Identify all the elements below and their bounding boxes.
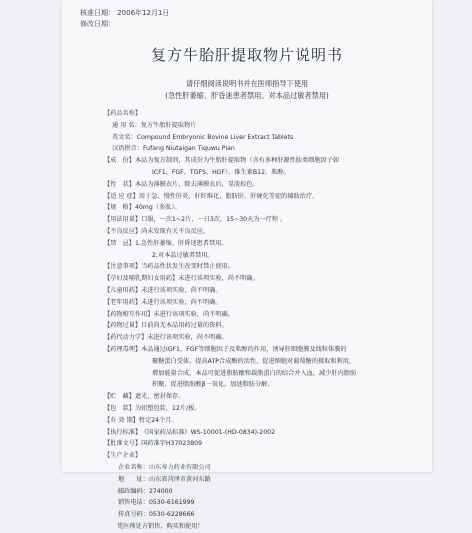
section-label: 【成 份】 xyxy=(104,157,135,165)
section-label: 【药理毒理】 xyxy=(104,345,142,353)
manufacturer-field-value: 0530-6228666 xyxy=(148,511,195,519)
section-text: 1.急性肝萎缩、肝昏迷患者禁用。 xyxy=(134,239,228,247)
revision-date: 核准日期： 2006年12月1日 xyxy=(80,9,170,17)
section-label: 【执行标准】 xyxy=(104,428,142,436)
revision-dates xyxy=(80,8,169,30)
section-row xyxy=(104,238,424,250)
prescription-note: 凭医师处方销售、购买和使用！ xyxy=(117,522,204,530)
english-name-label: 英文名： xyxy=(112,133,137,141)
manufacturer-field-value: 山东省菏泽市黄河东路 xyxy=(148,475,211,483)
section-text: 未进行该项实验，尚不明确。 xyxy=(141,286,222,294)
section-row xyxy=(104,438,424,450)
section-row xyxy=(104,415,424,427)
contraindication-warning: (急性肝萎缩、肝昏迷患者禁用。对本品过敏者禁用) xyxy=(165,91,329,100)
manufacturer-field-value: 山东寿力药业有限公司 xyxy=(148,463,211,471)
section-row xyxy=(104,344,424,356)
section-row xyxy=(104,285,424,297)
section-label: 【贮 藏】 xyxy=(104,393,135,401)
section-label: 【药物相互作用】 xyxy=(104,310,154,318)
section-text: 未进行该项实验，尚不明确。 xyxy=(141,298,222,306)
section-row xyxy=(104,403,424,415)
section-text: 积聚，促进脂肪酸β－氧化，加速脂肪分解。 xyxy=(152,381,274,389)
section-continuation xyxy=(104,368,424,380)
english-name: Compound Embryonic Bovine Liver Extract Tablets xyxy=(136,133,294,141)
section-text: 未进行该项实验，尚不明确。 xyxy=(153,310,234,318)
section-text: 用于急、慢性肝炎，肝纤维化，脂肪肝，肝硬化等症的辅助治疗。 xyxy=(138,192,319,200)
section-text: 2.对本品过敏者禁用。 xyxy=(152,251,214,259)
manufacturer-section: 【生产企业】 xyxy=(104,452,142,460)
pinyin-name-row xyxy=(104,143,424,155)
section-row xyxy=(104,427,424,439)
section-label: 【孕妇及哺乳期妇女用药】 xyxy=(104,275,179,283)
section-row xyxy=(104,214,424,226)
section-block xyxy=(104,179,424,191)
section-row xyxy=(104,191,424,203)
section-block xyxy=(104,226,424,238)
manufacturer-field xyxy=(104,497,424,509)
english-name-row xyxy=(104,132,424,144)
section-row xyxy=(104,261,424,273)
pinyin-name: Fufang Niutaigan Tiquwu Pian xyxy=(142,145,235,153)
section-row xyxy=(104,179,424,191)
pinyin-name-label: 汉语拼音： xyxy=(112,145,143,153)
section-continuation xyxy=(104,167,424,179)
section-block xyxy=(104,214,424,226)
manufacturer-field-value: 0530-6161999 xyxy=(148,499,195,507)
manufacturer-field xyxy=(104,474,424,486)
manufacturer-field-label: 邮政编码： xyxy=(118,487,149,495)
section-row xyxy=(104,309,424,321)
generic-name-row xyxy=(104,120,424,132)
section-text: 为铝塑包装，12片/板。 xyxy=(134,404,201,412)
modification-date: 修改日期： xyxy=(80,20,115,28)
section-block xyxy=(104,202,424,214)
section-label: 【禁 忌】 xyxy=(104,239,135,247)
section-text: 尚未发现有关不良反应。 xyxy=(141,227,210,235)
section-label: 【用法用量】 xyxy=(104,216,142,224)
section-row xyxy=(104,391,424,403)
manufacturer-field xyxy=(104,509,424,521)
section-block xyxy=(104,415,424,427)
section-text: 国药准字H37023809 xyxy=(141,440,203,448)
section-block xyxy=(104,344,424,391)
section-label: 【有 效 期】 xyxy=(104,416,139,424)
section-label: 【注意事项】 xyxy=(104,263,142,271)
section-text: 增加能量合成。本品可促进脂肪酸和载脂蛋白的结合并入血，减少肝内脂肪 xyxy=(152,369,357,377)
section-continuation xyxy=(104,250,424,262)
section-text: 本品通过IGF1、FGF等细胞因子及肌醇的作用，诱导肝细胞膜及线粒体膜的 xyxy=(141,345,347,353)
section-block xyxy=(104,191,424,203)
section-label: 【药物过量】 xyxy=(104,322,142,330)
leaflet-sections xyxy=(104,155,424,450)
section-label: 【儿童用药】 xyxy=(104,286,142,294)
section-block xyxy=(104,297,424,309)
generic-name: 复方牛胎肝提取物片 xyxy=(140,121,197,129)
section-row xyxy=(104,332,424,344)
section-row xyxy=(104,297,424,309)
manufacturer-field xyxy=(104,486,424,498)
manufacturer-field-label: 销售电话： xyxy=(118,499,149,507)
section-text: 本品为薄膜衣片，除去薄膜衣后，显淡棕色。 xyxy=(134,180,259,188)
section-row xyxy=(104,155,424,167)
section-text: 聚糖蛋白受体，提高ATP合成酶的活性，促进细胞对葡萄糖的摄取和利用， xyxy=(152,357,356,365)
section-block xyxy=(104,155,424,179)
section-block xyxy=(104,309,424,321)
document-title: 复方牛胎肝提取物片说明书 xyxy=(150,46,343,64)
section-row xyxy=(104,226,424,238)
section-continuation xyxy=(104,356,424,368)
section-block xyxy=(104,332,424,344)
manufacturer-field-label: 传真号码： xyxy=(118,511,149,519)
section-block xyxy=(104,427,424,439)
generic-name-label: 通 用 名： xyxy=(112,121,141,129)
section-block xyxy=(104,285,424,297)
section-label: 【批准文号】 xyxy=(104,440,142,448)
section-label: 【药代动力学】 xyxy=(104,334,148,342)
section-label: 【老年用药】 xyxy=(104,298,142,306)
section-block xyxy=(104,438,424,450)
section-row xyxy=(104,320,424,332)
section-text: 未进行该项实验，尚不明确。 xyxy=(147,334,228,342)
drug-name-section: 【药品名称】 xyxy=(104,110,142,117)
leaflet-body xyxy=(104,108,424,533)
section-text: 本品为复方制剂，其成份为牛胎肝提取物（含有多种肝源性肽类细胞因子如 xyxy=(134,157,340,165)
usage-instruction: 请仔细阅读说明书并在医师指导下使用 xyxy=(185,79,309,88)
manufacturer-field-label: 地 址： xyxy=(118,475,149,483)
section-block xyxy=(104,403,424,415)
section-text: 目前尚无本品用药过量的资料。 xyxy=(141,322,228,330)
section-block xyxy=(104,238,424,262)
section-label: 【适 应 症】 xyxy=(104,192,139,200)
section-row xyxy=(104,273,424,285)
section-text: 暂定24个月。 xyxy=(138,416,178,424)
section-text: 未进行该项实验，尚不明确。 xyxy=(178,275,259,283)
manufacturer-field-label: 企业名称： xyxy=(118,463,149,471)
section-continuation xyxy=(104,379,424,391)
leaflet-document xyxy=(62,0,432,530)
manufacturer-fields xyxy=(104,462,424,521)
section-text: 遮光，密封保存。 xyxy=(134,393,185,401)
section-block xyxy=(104,320,424,332)
section-text: ICF1、FGF、TGFS、HGF）、维生素B12、肌醇。 xyxy=(152,168,290,176)
section-label: 【不良反应】 xyxy=(104,227,142,235)
section-row xyxy=(104,202,424,214)
section-block xyxy=(104,391,424,403)
section-label: 【包 装】 xyxy=(104,404,135,412)
section-text: 《国家药品标准》WS-10001-(HD-0834)-2002 xyxy=(141,428,276,436)
section-label: 【规 格】 xyxy=(104,204,135,212)
section-block xyxy=(104,261,424,273)
section-text: 口服，一次1~2片，一日3次，15~30天为一疗程 。 xyxy=(141,216,287,224)
manufacturer-field-value: 274000 xyxy=(148,487,173,495)
section-label: 【性 状】 xyxy=(104,180,135,188)
section-block xyxy=(104,273,424,285)
section-text: 40mg（多肽）。 xyxy=(134,204,181,212)
section-text: 当药品性状发生改变时禁止使用。 xyxy=(141,263,234,271)
